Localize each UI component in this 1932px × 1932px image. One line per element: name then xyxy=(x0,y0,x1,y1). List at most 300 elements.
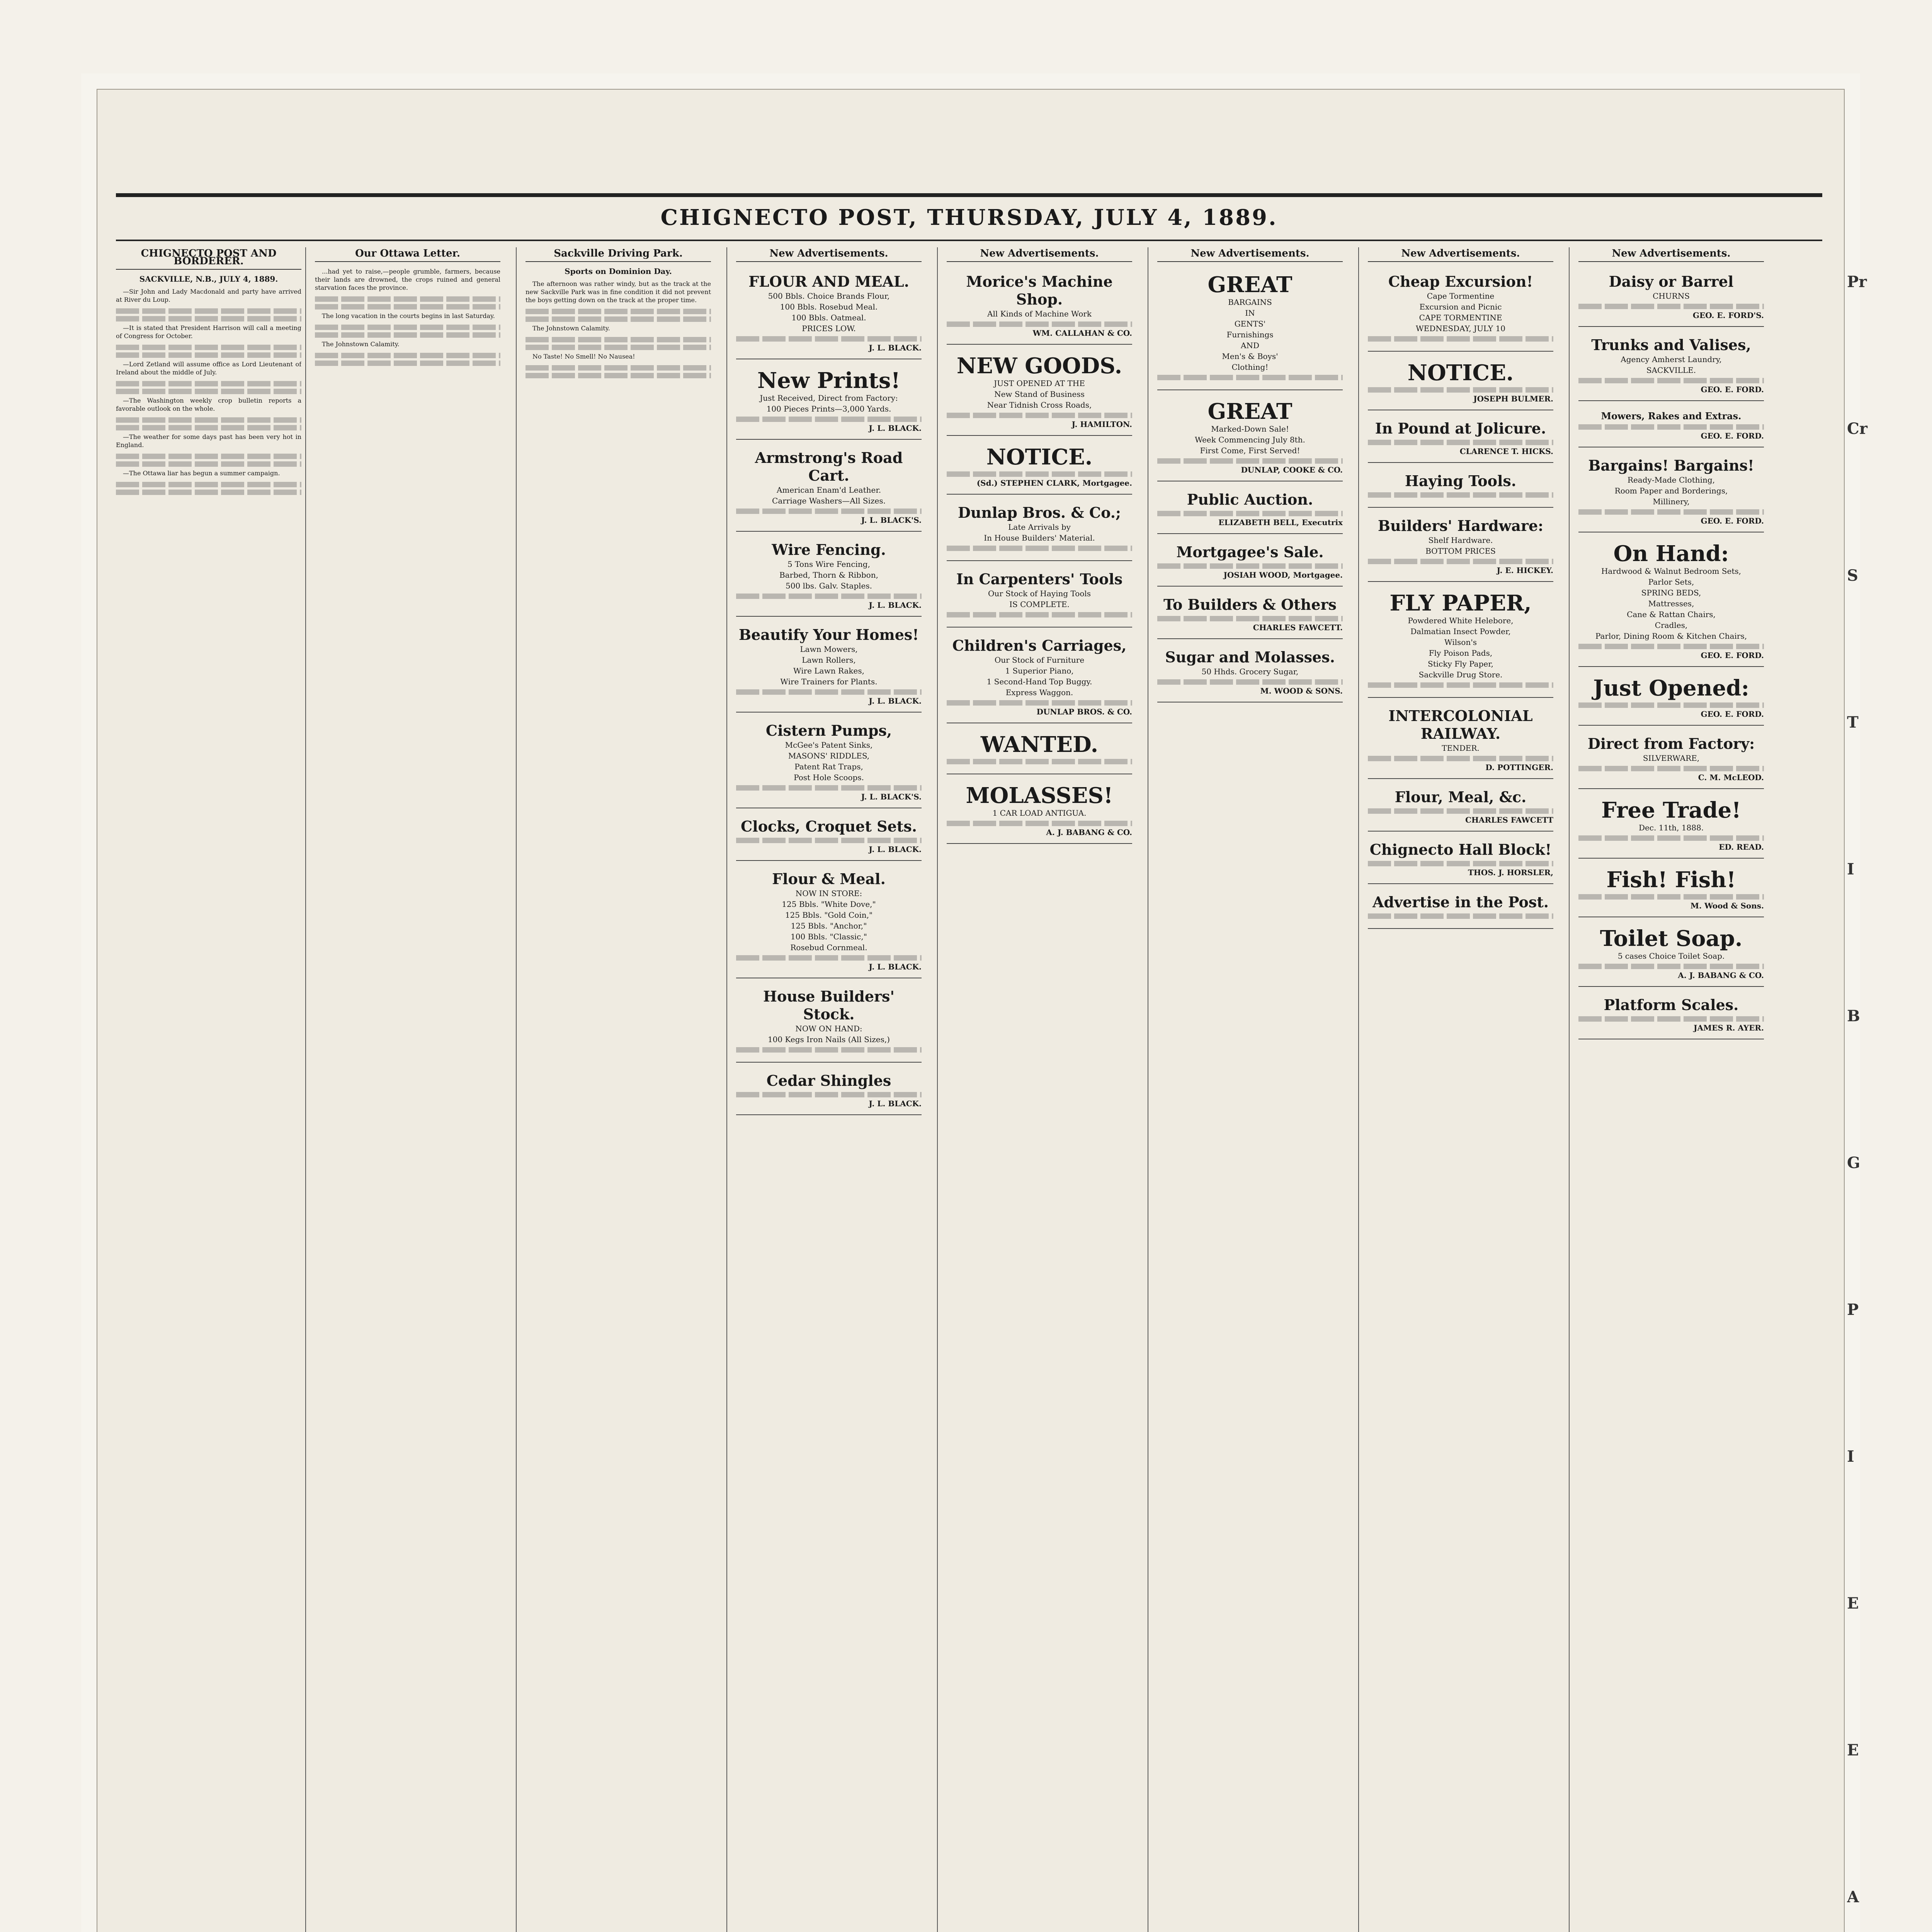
advertisement xyxy=(1578,536,1764,667)
ad-line: PRICES LOW. xyxy=(802,324,856,333)
masthead xyxy=(116,193,1822,241)
text-block xyxy=(526,316,711,322)
ad-line: Wire Trainers for Plants. xyxy=(780,677,878,686)
ad-title: To Builders & Others xyxy=(1163,596,1337,613)
ad-line: Cape Tormentine xyxy=(1427,291,1495,301)
ad-title: Mowers, Rakes and Extras. xyxy=(1601,410,1742,422)
ad-signature: J. L. BLACK. xyxy=(869,600,922,610)
ad-line: SACKVILLE. xyxy=(1646,366,1696,375)
ad-title: Builders' Hardware: xyxy=(1378,517,1544,534)
ad-title: Trunks and Valises, xyxy=(1591,336,1751,354)
edge-fragment: P xyxy=(1847,1301,1859,1319)
ad-line: GENTS' xyxy=(1234,319,1266,328)
news-paragraph: The Johnstown Calamity. xyxy=(322,340,400,348)
news-paragraph: No Taste! No Smell! No Nausea! xyxy=(532,353,635,360)
ad-line: CAPE TORMENTINE xyxy=(1419,313,1502,322)
news-items xyxy=(116,287,301,495)
ad-title: Direct from Factory: xyxy=(1587,735,1755,752)
ad-line: Furnishings xyxy=(1226,330,1274,339)
text-block xyxy=(1578,1016,1764,1022)
text-block xyxy=(315,304,500,310)
text-block xyxy=(526,345,711,350)
column-ottawa-letter xyxy=(315,247,500,1932)
ad-title: NOTICE. xyxy=(1407,360,1514,386)
text-block xyxy=(315,332,500,338)
ad-title: Cheap Excursion! xyxy=(1388,273,1533,290)
ad-line: BARGAINS xyxy=(1228,298,1272,307)
ad-line: Lawn Mowers, xyxy=(800,645,858,654)
text-block xyxy=(1578,964,1764,969)
ad-signature: M. Wood & Sons. xyxy=(1690,901,1764,910)
ad-title: Just Opened: xyxy=(1593,675,1749,701)
edge-fragment: Pr xyxy=(1847,273,1867,291)
advertisement xyxy=(736,444,922,532)
ad-signature: C. M. McLEOD. xyxy=(1698,773,1764,782)
ads-list xyxy=(1578,267,1764,1039)
text-block xyxy=(116,454,301,459)
ad-line: Wire Lawn Rakes, xyxy=(793,666,864,675)
column-ads-ford xyxy=(1578,247,1764,1932)
ad-title: Daisy or Barrel xyxy=(1609,273,1734,290)
ad-title: MOLASSES! xyxy=(966,783,1113,808)
advertisement xyxy=(1157,394,1343,481)
advertisement xyxy=(1157,590,1343,639)
advertisement xyxy=(1578,793,1764,859)
ad-title: Mortgagee's Sale. xyxy=(1176,543,1324,561)
text-block xyxy=(736,336,922,342)
ad-title: New Prints! xyxy=(757,368,901,393)
ad-title: NOTICE. xyxy=(986,444,1093,470)
text-block xyxy=(1368,440,1553,445)
ad-line: American Enam'd Leather. xyxy=(776,485,881,495)
ad-title: Advertise in the Post. xyxy=(1372,893,1549,911)
ad-signature: J. L. BLACK'S. xyxy=(861,792,922,801)
advertisement xyxy=(1157,485,1343,534)
text-block xyxy=(1157,616,1343,621)
ad-line: Parlor, Dining Room & Kitchen Chairs, xyxy=(1595,631,1747,641)
text-block xyxy=(1368,913,1553,919)
advertisement xyxy=(1578,862,1764,917)
text-block xyxy=(315,296,500,302)
ad-signature: A. J. BABANG & CO. xyxy=(1678,971,1764,980)
ad-signature: CHARLES FAWCETT xyxy=(1465,815,1553,825)
ad-line: 100 Pieces Prints—3,000 Yards. xyxy=(766,404,891,413)
ad-line: Post Hole Scoops. xyxy=(794,773,864,782)
advertisement xyxy=(947,267,1132,345)
advertisement xyxy=(1368,835,1553,884)
text-block xyxy=(526,309,711,314)
text-block xyxy=(736,785,922,791)
ad-title: Haying Tools. xyxy=(1405,472,1517,490)
text-block xyxy=(1578,702,1764,708)
column-ads-black xyxy=(736,247,922,1932)
ad-signature: J. HAMILTON. xyxy=(1071,420,1132,429)
text-block xyxy=(1157,563,1343,569)
column-rule xyxy=(305,247,306,1932)
text-block xyxy=(526,373,711,378)
text-block xyxy=(1157,679,1343,685)
advertisement xyxy=(1157,538,1343,587)
column-rule xyxy=(1569,247,1570,1932)
ad-line: Room Paper and Borderings, xyxy=(1614,486,1728,495)
ad-signature: ELIZABETH BELL, Executrix xyxy=(1218,518,1343,527)
advertisement xyxy=(1368,888,1553,929)
advertisement xyxy=(736,536,922,617)
column-ads-bargains xyxy=(1157,247,1343,1932)
news-paragraph: —The Ottawa liar has begun a summer campaign. xyxy=(123,469,280,477)
text-block xyxy=(116,389,301,394)
advertisement xyxy=(947,498,1132,561)
ad-signature: J. L. BLACK'S. xyxy=(861,515,922,525)
advertisement xyxy=(947,778,1132,844)
news-paragraph: —The Washington weekly crop bulletin reports a favorable outlook on the whole. xyxy=(116,397,301,412)
ad-line: Lawn Rollers, xyxy=(802,655,856,665)
advertisement xyxy=(736,621,922,713)
ad-line: Excursion and Picnic xyxy=(1419,302,1502,311)
text-block xyxy=(736,1092,922,1097)
ad-title: Sugar and Molasses. xyxy=(1165,648,1335,666)
ad-signature: CLARENCE T. HICKS. xyxy=(1459,447,1553,456)
advertisement xyxy=(1368,512,1553,582)
advertisement xyxy=(1578,730,1764,789)
ad-line: 100 Bbls. Oatmeal. xyxy=(791,313,866,322)
ad-line: Our Stock of Haying Tools xyxy=(988,589,1091,598)
advertisement xyxy=(1368,783,1553,832)
news-items xyxy=(526,280,711,378)
ad-title: In Pound at Jolicure. xyxy=(1375,420,1546,437)
advertisement xyxy=(1368,355,1553,410)
ad-line: Rosebud Cornmeal. xyxy=(790,943,867,952)
ad-line: Week Commencing July 8th. xyxy=(1195,435,1305,444)
text-block xyxy=(315,361,500,366)
ad-line: Marked-Down Sale! xyxy=(1211,424,1289,434)
ad-line: 100 Kegs Iron Nails (All Sizes,) xyxy=(767,1035,890,1044)
ad-line: All Kinds of Machine Work xyxy=(987,309,1092,318)
ad-title: GREAT xyxy=(1208,399,1293,424)
text-block xyxy=(736,509,922,514)
ad-line: 1 Superior Piano, xyxy=(1005,666,1074,675)
column-header: CHIGNECTO POST AND BORDERER. xyxy=(116,247,301,270)
ad-line: BOTTOM PRICES xyxy=(1425,546,1496,556)
advertisement xyxy=(736,982,922,1063)
column-rule xyxy=(1358,247,1359,1932)
column-editorial xyxy=(116,247,301,1932)
text-block xyxy=(1578,835,1764,841)
advertisement xyxy=(1578,671,1764,726)
ad-title: In Carpenters' Tools xyxy=(956,570,1123,588)
text-block xyxy=(116,352,301,358)
ad-line: Carriage Washers—All Sizes. xyxy=(772,496,886,505)
column-header: New Advertisements. xyxy=(1368,247,1553,262)
text-block xyxy=(1578,644,1764,649)
text-block xyxy=(1368,808,1553,814)
text-block xyxy=(526,337,711,342)
ad-signature: D. POTTINGER. xyxy=(1485,763,1553,772)
column-ads-dunlap xyxy=(947,247,1132,1932)
column-header: New Advertisements. xyxy=(947,247,1132,262)
ad-signature: GEO. E. FORD'S. xyxy=(1692,311,1764,320)
advertisement xyxy=(1368,414,1553,463)
ad-signature: DUNLAP BROS. & CO. xyxy=(1036,707,1132,716)
advertisement xyxy=(1578,405,1764,447)
ad-title: Toilet Soap. xyxy=(1600,926,1743,951)
advertisement xyxy=(947,440,1132,495)
ad-line: TENDER. xyxy=(1442,743,1480,753)
ad-line: Mattresses, xyxy=(1648,599,1694,608)
ad-signature: JAMES R. AYER. xyxy=(1694,1023,1764,1032)
text-block xyxy=(1368,387,1553,393)
text-block xyxy=(1368,559,1553,564)
edge-fragment: I xyxy=(1847,1447,1854,1466)
column-driving-park xyxy=(526,247,711,1932)
ad-signature: JOSIAH WOOD, Mortgagee. xyxy=(1223,570,1343,580)
edge-fragment: Cr xyxy=(1847,420,1867,438)
ad-line: MASONS' RIDDLES, xyxy=(788,751,870,760)
edge-fragment: E xyxy=(1847,1741,1859,1759)
dateline: SACKVILLE, N.B., JULY 4, 1889. xyxy=(139,274,278,284)
ad-line: 1 Second-Hand Top Buggy. xyxy=(986,677,1092,686)
text-block xyxy=(1368,336,1553,342)
text-block xyxy=(947,759,1132,764)
edge-fragment: B xyxy=(1847,1007,1860,1025)
edge-fragment: E xyxy=(1847,1594,1859,1612)
ad-line: Just Received, Direct from Factory: xyxy=(760,393,898,403)
ads-list xyxy=(1157,267,1343,702)
ad-title: Morice's Machine Shop. xyxy=(966,273,1113,308)
ad-title: Cedar Shingles xyxy=(766,1072,891,1089)
advertisement xyxy=(736,812,922,861)
ad-signature: (Sd.) STEPHEN CLARK, Mortgagee. xyxy=(976,478,1132,488)
text-block xyxy=(116,482,301,487)
ad-line: First Come, First Served! xyxy=(1200,446,1300,455)
ad-line: SILVERWARE, xyxy=(1643,753,1700,763)
advertisement xyxy=(947,727,1132,774)
text-block xyxy=(947,471,1132,477)
text-block xyxy=(736,838,922,843)
ad-line: 100 Bbls. "Classic," xyxy=(791,932,867,941)
advertisement xyxy=(1368,586,1553,698)
ad-signature: M. WOOD & SONS. xyxy=(1260,686,1343,696)
ad-title: Beautify Your Homes! xyxy=(739,626,919,643)
ad-line: 1 CAR LOAD ANTIGUA. xyxy=(992,808,1087,818)
news-paragraph: —Lord Zetland will assume office as Lord Lieutenant of Ireland about the middle of July. xyxy=(116,361,301,376)
news-paragraph: ...had yet to raise,—people grumble, farmers, because their lands are drowned, the crops ruined and general starvation faces the province. xyxy=(315,268,500,291)
news-paragraph: —Sir John and Lady Macdonald and party have arrived at River du Loup. xyxy=(116,288,301,303)
ad-signature: GEO. E. FORD. xyxy=(1701,385,1764,394)
ad-line: JUST OPENED AT THE xyxy=(994,379,1085,388)
ad-line: 5 Tons Wire Fencing, xyxy=(787,560,870,569)
column-header: New Advertisements. xyxy=(736,247,922,262)
ad-line: 100 Bbls. Rosebud Meal. xyxy=(780,302,878,311)
ad-line: Parlor Sets, xyxy=(1648,577,1694,587)
ad-signature: ED. READ. xyxy=(1719,842,1764,852)
column-rule xyxy=(516,247,517,1932)
ad-line: 50 Hhds. Grocery Sugar, xyxy=(1201,667,1299,676)
text-block xyxy=(736,955,922,961)
ad-signature: GEO. E. FORD. xyxy=(1701,651,1764,660)
ad-line: IN xyxy=(1245,308,1255,318)
ad-title: FLOUR AND MEAL. xyxy=(748,273,909,290)
ad-title: Flour, Meal, &c. xyxy=(1395,788,1527,806)
advertisement xyxy=(1368,702,1553,779)
advertisement xyxy=(736,865,922,978)
ad-signature: J. L. BLACK. xyxy=(869,343,922,352)
ad-line: SPRING BEDS, xyxy=(1641,588,1701,597)
ad-line: 125 Bbls. "Gold Coin," xyxy=(785,910,873,920)
ad-title: Bargains! Bargains! xyxy=(1588,457,1754,474)
ad-line: Patent Rat Traps, xyxy=(794,762,863,771)
news-items xyxy=(315,267,500,366)
ad-signature: WM. CALLAHAN & CO. xyxy=(1032,328,1132,338)
advertisement xyxy=(1578,921,1764,987)
ad-signature: THOS. J. HORSLER, xyxy=(1468,868,1553,877)
advertisement xyxy=(1368,267,1553,352)
ad-title: INTERCOLONIAL RAILWAY. xyxy=(1388,707,1533,742)
ad-line: Near Tidnish Cross Roads, xyxy=(987,400,1092,410)
text-block xyxy=(116,425,301,430)
ad-line: CHURNS xyxy=(1653,291,1690,301)
edge-fragment: G xyxy=(1847,1154,1861,1172)
advertisement xyxy=(1157,267,1343,390)
column-rule xyxy=(726,247,727,1932)
ad-title: Platform Scales. xyxy=(1604,996,1739,1014)
ad-line: Dalmatian Insect Powder, xyxy=(1410,627,1511,636)
ad-title: NEW GOODS. xyxy=(956,353,1122,379)
ad-title: On Hand: xyxy=(1613,541,1729,566)
ad-line: Powdered White Helebore, xyxy=(1408,616,1514,625)
ad-title: Fish! Fish! xyxy=(1606,867,1736,893)
ad-title: GREAT xyxy=(1208,272,1293,298)
text-block xyxy=(736,594,922,599)
ad-line: 5 cases Choice Toilet Soap. xyxy=(1617,951,1725,961)
ad-line: AND xyxy=(1241,341,1259,350)
ad-line: IS COMPLETE. xyxy=(1009,600,1070,609)
ad-signature: J. L. BLACK. xyxy=(869,696,922,706)
ad-line: McGee's Patent Sinks, xyxy=(785,740,873,750)
column-ads-excursion xyxy=(1368,247,1553,1932)
ad-line: Wilson's xyxy=(1444,638,1477,647)
ad-signature: J. E. HICKEY. xyxy=(1497,566,1553,575)
column-header: New Advertisements. xyxy=(1578,247,1764,262)
ad-line: NOW IN STORE: xyxy=(795,889,862,898)
ad-line: 125 Bbls. "White Dove," xyxy=(782,900,876,909)
news-paragraph: The Johnstown Calamity. xyxy=(532,325,610,332)
ad-line: NOW ON HAND: xyxy=(795,1024,862,1033)
ad-signature: DUNLAP, COOKE & CO. xyxy=(1241,465,1343,474)
masthead-title: CHIGNECTO POST, THURSDAY, JULY 4, 1889. xyxy=(660,205,1278,230)
ad-line: Dec. 11th, 1888. xyxy=(1638,823,1704,832)
ad-title: Public Auction. xyxy=(1187,491,1313,508)
text-block xyxy=(315,353,500,358)
edge-fragment: A xyxy=(1847,1888,1859,1906)
ad-signature: GEO. E. FORD. xyxy=(1701,709,1764,719)
text-block xyxy=(116,308,301,314)
ad-line: Clothing! xyxy=(1231,362,1269,372)
ads-list xyxy=(736,267,922,1115)
ad-title: Cistern Pumps, xyxy=(765,722,892,739)
column-subheader: Sports on Dominion Day. xyxy=(565,267,672,276)
text-block xyxy=(736,417,922,422)
edge-fragment: I xyxy=(1847,860,1854,878)
text-block xyxy=(315,325,500,330)
text-block xyxy=(1157,458,1343,464)
ad-title: FLY PAPER, xyxy=(1389,590,1532,616)
ad-line: Agency Amherst Laundry, xyxy=(1621,355,1722,364)
ad-title: Dunlap Bros. & Co.; xyxy=(957,504,1121,521)
advertisement xyxy=(736,1066,922,1115)
advertisement xyxy=(1368,467,1553,508)
ad-title: Wire Fencing. xyxy=(772,541,886,558)
text-block xyxy=(1157,375,1343,380)
column-header: Sackville Driving Park. xyxy=(526,247,711,262)
text-block xyxy=(116,417,301,423)
text-block xyxy=(116,461,301,467)
text-block xyxy=(1578,424,1764,430)
ads-list xyxy=(1368,267,1553,929)
text-block xyxy=(947,612,1132,617)
advertisement xyxy=(947,349,1132,436)
ad-signature: GEO. E. FORD. xyxy=(1701,516,1764,526)
ad-title: Free Trade! xyxy=(1601,798,1741,823)
ad-signature: J. L. BLACK. xyxy=(869,962,922,971)
text-block xyxy=(947,321,1132,327)
text-block xyxy=(947,413,1132,418)
advertisement xyxy=(947,565,1132,628)
text-block xyxy=(1368,861,1553,866)
ad-signature: J. L. BLACK. xyxy=(869,845,922,854)
ad-title: Children's Carriages, xyxy=(952,637,1127,654)
text-block xyxy=(947,546,1132,551)
edge-fragment: T xyxy=(1847,713,1859,731)
ads-list xyxy=(947,267,1132,844)
text-block xyxy=(1578,304,1764,309)
ad-title: Armstrong's Road Cart. xyxy=(755,449,903,484)
text-block xyxy=(736,1047,922,1053)
text-block xyxy=(947,700,1132,706)
text-block xyxy=(1578,509,1764,515)
ad-signature: GEO. E. FORD. xyxy=(1701,431,1764,440)
advertisement xyxy=(1157,643,1343,702)
text-block xyxy=(1157,511,1343,516)
news-paragraph: —It is stated that President Harrison will call a meeting of Congress for October. xyxy=(116,324,301,340)
ad-line: Men's & Boys' xyxy=(1222,352,1278,361)
column-header: New Advertisements. xyxy=(1157,247,1343,262)
ad-line: Cradles, xyxy=(1655,621,1688,630)
ad-line: WEDNESDAY, JULY 10 xyxy=(1416,324,1505,333)
text-block xyxy=(736,689,922,695)
ad-line: Cane & Rattan Chairs, xyxy=(1627,610,1716,619)
ad-signature: JOSEPH BULMER. xyxy=(1473,394,1553,403)
column-rule xyxy=(937,247,938,1932)
ad-line: Barbed, Thorn & Ribbon, xyxy=(779,570,878,580)
text-block xyxy=(116,490,301,495)
text-block xyxy=(947,821,1132,826)
ad-line: 500 lbs. Galv. Staples. xyxy=(786,581,872,590)
edge-fragment: S xyxy=(1847,566,1858,585)
advertisement xyxy=(1578,267,1764,327)
ad-line: 125 Bbls. "Anchor," xyxy=(791,921,867,930)
ad-signature: A. J. BABANG & CO. xyxy=(1046,828,1132,837)
text-block xyxy=(1368,492,1553,498)
ad-line: Ready-Made Clothing, xyxy=(1627,475,1715,485)
text-block xyxy=(526,365,711,371)
advertisement xyxy=(736,267,922,359)
text-block xyxy=(1368,756,1553,761)
news-paragraph: The long vacation in the courts begins in last Saturday. xyxy=(322,312,495,320)
ad-line: Our Stock of Furniture xyxy=(994,655,1085,665)
ad-line: Late Arrivals by xyxy=(1008,522,1071,532)
ad-title: Chignecto Hall Block! xyxy=(1369,841,1552,858)
